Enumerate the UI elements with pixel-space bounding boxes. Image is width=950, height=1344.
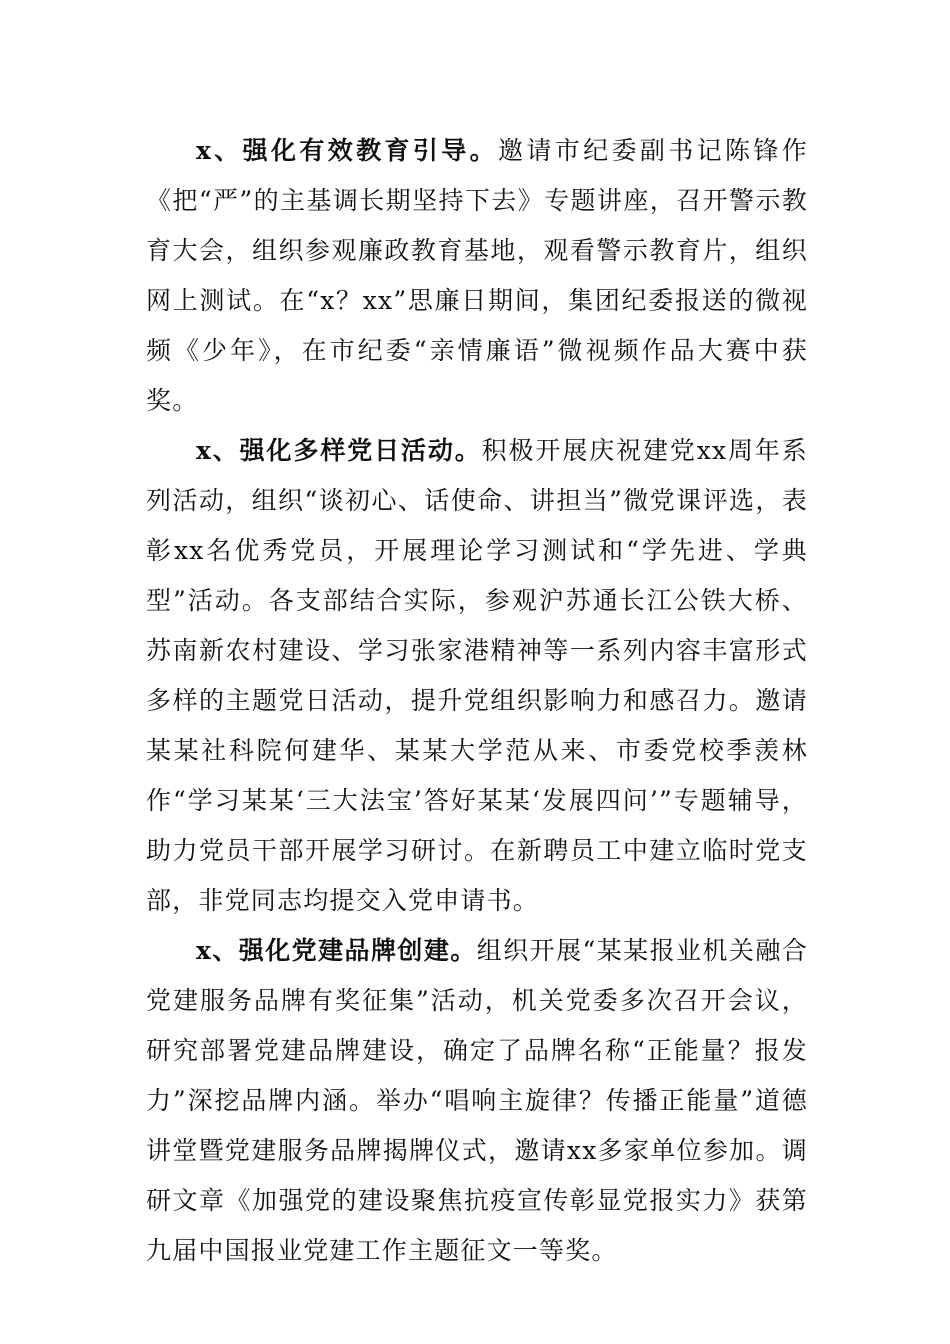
paragraph-body: 邀请市纪委副书记陈锋作《把“严”的主基调长期坚持下去》专题讲座，召开警示教育大会，组织参观廉政教育基地，观看警示教育片，组织网上测试。在“x？xx”思廉日期间，集团纪委报送的微视频《少年》，在市纪委“亲情廉语”微视频作品大赛中获奖。 xyxy=(146,136,809,415)
paragraph-heading: x、强化有效教育引导。 xyxy=(196,136,499,165)
paragraph-education-guidance xyxy=(146,126,808,426)
document-page xyxy=(146,126,808,1276)
paragraph-body: 积极开展庆祝建党xx周年系列活动，组织“谈初心、话使命、讲担当”微党课评选，表彰xx名优秀党员，开展理论学习测试和“学先进、学典型”活动。各支部结合实际，参观沪苏通长江公铁大桥、苏南新农村建设、学习张家港精神等一系列内容丰富形式多样的主题党日活动，提升党组织影响力和感召力。邀请某某社科院何建华、某某大学范从来、市委党校季羡林作“学习某某‘三大法宝’答好某某‘发展四问’”专题辅导，助力党员干部开展学习研讨。在新聘员工中建立临时党支部，非党同志均提交入党申请书。 xyxy=(146,436,808,915)
paragraph-party-day-activities xyxy=(146,426,808,926)
paragraph-body: 组织开展“某某报业机关融合党建服务品牌有奖征集”活动，机关党委多次召开会议，研究部署党建品牌建设，确定了品牌名称“正能量？报发力”深挖品牌内涵。举办“唱响主旋律？传播正能量”道德讲堂暨党建服务品牌揭牌仪式，邀请xx多家单位参加。调研文章《加强党的建设聚焦抗疫宣传彰显党报实力》获第九届中国报业党建工作主题征文一等奖。 xyxy=(146,936,809,1265)
paragraph-heading: x、强化多样党日活动。 xyxy=(196,436,482,465)
paragraph-heading: x、强化党建品牌创建。 xyxy=(196,936,477,965)
paragraph-party-brand-building xyxy=(146,926,808,1276)
